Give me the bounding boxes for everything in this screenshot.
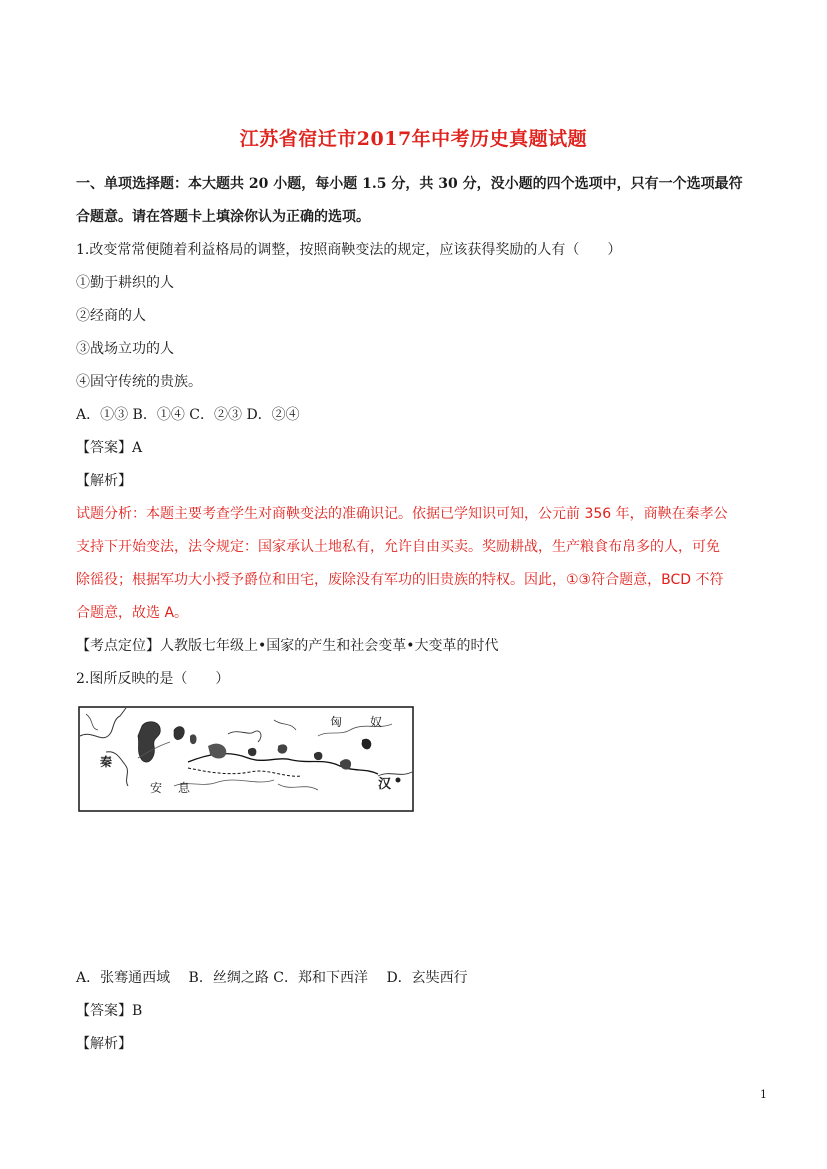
map-label-xiong: 匈 (330, 715, 343, 729)
q2-analysis-label: 【解析】 (76, 1036, 132, 1052)
map-label-nu: 奴 (370, 715, 383, 729)
q1-analysis-line2: 支持下开始变法，法令规定：国家承认土地私有，允许自由买卖。奖励耕战，生产粮食布帛多的人，可免 (76, 539, 720, 555)
page-number: 1 (760, 1088, 767, 1101)
silk-road-map (78, 706, 414, 812)
q1-location: 【考点定位】人教版七年级上•国家的产生和社会变革•大变革的时代 (76, 638, 499, 654)
q1-item-2: ②经商的人 (76, 308, 146, 324)
q1-answer: 【答案】A (76, 440, 143, 456)
q1-item-4: ④固守传统的贵族。 (76, 374, 202, 390)
q2-answer: 【答案】B (76, 1003, 143, 1019)
q1-analysis-line3: 除徭役；根据军功大小授予爵位和田宅，废除没有军功的旧贵族的特权。因此，①③符合题意，BCD 不符 (76, 572, 724, 588)
q1-options: A．①③ B．①④ C．②③ D．②④ (76, 407, 300, 423)
q1-stem: 1.改变常常便随着利益格局的调整，按照商鞅变法的规定，应该获得奖励的人有（ ） (76, 242, 622, 258)
q2-stem: 2.图所反映的是（ ） (76, 671, 230, 687)
section-instructions-line1: 一、单项选择题：本大题共 20 小题，每小题 1.5 分，共 30 分，没小题的四个选项中，只有一个选项最符 (76, 176, 743, 192)
q2-options: A．张骞通西域 B．丝绸之路 C．郑和下西洋 D．玄奘西行 (76, 970, 468, 986)
q1-item-1: ①勤于耕织的人 (76, 275, 174, 291)
q1-analysis-label: 【解析】 (76, 473, 132, 489)
q1-analysis-line4: 合题意，故选 A。 (76, 605, 189, 621)
section-instructions-line2: 合题意。请在答题卡上填涂你认为正确的选项。 (76, 209, 370, 225)
map-label-han: 汉 (378, 777, 392, 792)
document-title: 江苏省宿迁市2017年中考历史真题试题 (239, 128, 588, 150)
map-label-an: 安 (150, 781, 163, 795)
q1-analysis-line1: 试题分析：本题主要考查学生对商鞅变法的准确识记。依据已学知识可知，公元前 356 年，商鞅在秦孝公 (76, 506, 728, 522)
map-label-qin: 秦 (100, 755, 113, 769)
q1-item-3: ③战场立功的人 (76, 341, 174, 357)
map-label-xi: 息 (178, 781, 191, 795)
